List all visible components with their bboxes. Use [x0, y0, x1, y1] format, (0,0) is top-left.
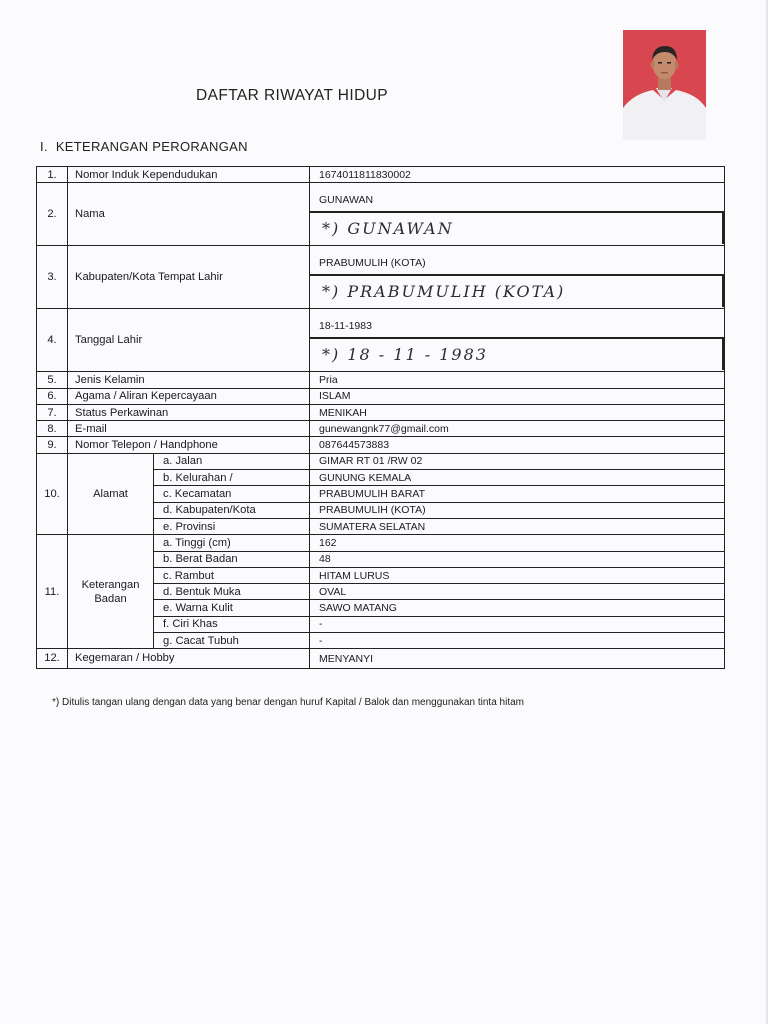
nama-value: GUNAWAN — [310, 183, 724, 213]
sub-value: - — [310, 616, 725, 632]
row-number: 6. — [37, 388, 68, 404]
sub-value: 48 — [310, 551, 725, 567]
sub-value: SUMATERA SELATAN — [310, 518, 725, 534]
row-number: 12. — [37, 649, 68, 668]
row-number: 7. — [37, 404, 68, 420]
row-email — [37, 421, 725, 437]
row-alamat — [37, 453, 725, 469]
row-number: 1. — [37, 167, 68, 183]
sub-label: c. Kecamatan — [154, 486, 310, 502]
badan-label: Keterangan Badan — [81, 578, 140, 605]
row-number: 2. — [37, 183, 68, 246]
row-tanggal-lahir — [37, 309, 725, 372]
row-label: Kabupaten/Kota Tempat Lahir — [68, 246, 310, 309]
person-photo-icon — [623, 30, 706, 140]
row-label: Status Perkawinan — [68, 404, 310, 420]
row-number: 8. — [37, 421, 68, 437]
email-value: gunewangnk77@gmail.com — [310, 421, 725, 437]
nik-value: 1674011811830002 — [310, 167, 725, 183]
row-label: Jenis Kelamin — [68, 372, 310, 388]
row-label — [68, 535, 154, 649]
telepon-value: 087644573883 — [310, 437, 725, 453]
sub-value: PRABUMULIH (KOTA) — [310, 502, 725, 518]
row-label: Kegemaran / Hobby — [68, 649, 310, 668]
row-label: Agama / Aliran Kepercayaan — [68, 388, 310, 404]
sub-label: d. Bentuk Muka — [154, 584, 310, 600]
row-status — [37, 404, 725, 420]
biodata-table — [36, 166, 725, 669]
sub-value: OVAL — [310, 584, 725, 600]
row-hobby — [37, 649, 725, 668]
sub-label: e. Provinsi — [154, 518, 310, 534]
row-number: 11. — [37, 535, 68, 649]
tanggal-lahir-handwritten: *) 18 - 11 - 1983 — [310, 339, 724, 370]
status-value: MENIKAH — [310, 404, 725, 420]
sub-value: - — [310, 633, 725, 649]
sub-label: c. Rambut — [154, 567, 310, 583]
sub-label: g. Cacat Tubuh — [154, 633, 310, 649]
sub-label: a. Tinggi (cm) — [154, 535, 310, 551]
jenis-kelamin-value: Pria — [310, 372, 725, 388]
nama-cell — [310, 183, 725, 246]
sub-label: b. Berat Badan — [154, 551, 310, 567]
sub-label: f. Ciri Khas — [154, 616, 310, 632]
tanggal-lahir-value: 18-11-1983 — [310, 309, 724, 339]
sub-label: a. Jalan — [154, 453, 310, 469]
section-label: KETERANGAN PERORANGAN — [55, 139, 248, 154]
row-number: 4. — [37, 309, 68, 372]
footnote: *) Ditulis tangan ulang dengan data yang benar dengan huruf Kapital / Balok dan menggunakan tinta hitam — [52, 697, 525, 708]
row-number: 5. — [37, 372, 68, 388]
sub-label: e. Warna Kulit — [154, 600, 310, 616]
sub-label: b. Kelurahan / — [154, 470, 310, 486]
sub-value: GUNUNG KEMALA — [310, 470, 725, 486]
row-telepon — [37, 437, 725, 453]
nama-handwritten: *) GUNAWAN — [310, 213, 724, 244]
tempat-lahir-handwritten: *) PRABUMULIH (KOTA) — [310, 276, 724, 307]
sub-value: PRABUMULIH BARAT — [310, 486, 725, 502]
row-label: Nomor Telepon / Handphone — [68, 437, 310, 453]
agama-value: ISLAM — [310, 388, 725, 404]
sub-value: HITAM LURUS — [310, 567, 725, 583]
section-number: I. — [40, 139, 48, 154]
row-nik — [37, 167, 725, 183]
sub-label: d. Kabupaten/Kota — [154, 502, 310, 518]
row-tempat-lahir — [37, 246, 725, 309]
row-label: Nomor Induk Kependudukan — [68, 167, 310, 183]
hobby-value: MENYANYI — [310, 649, 725, 668]
row-label: Tanggal Lahir — [68, 309, 310, 372]
document-title: DAFTAR RIWAYAT HIDUP — [196, 87, 388, 104]
profile-photo — [623, 30, 706, 140]
row-number: 10. — [37, 453, 68, 534]
row-label: E-mail — [68, 421, 310, 437]
section-heading — [40, 139, 248, 154]
row-label: Alamat — [68, 453, 154, 534]
row-jenis-kelamin — [37, 372, 725, 388]
row-badan — [37, 535, 725, 551]
sub-value: SAWO MATANG — [310, 600, 725, 616]
row-number: 9. — [37, 437, 68, 453]
row-agama — [37, 388, 725, 404]
row-number: 3. — [37, 246, 68, 309]
row-label: Nama — [68, 183, 310, 246]
tempat-lahir-cell — [310, 246, 725, 309]
tanggal-lahir-cell — [310, 309, 725, 372]
tempat-lahir-value: PRABUMULIH (KOTA) — [310, 246, 724, 276]
sub-value: 162 — [310, 535, 725, 551]
sub-value: GIMAR RT 01 /RW 02 — [310, 453, 725, 469]
row-nama — [37, 183, 725, 246]
